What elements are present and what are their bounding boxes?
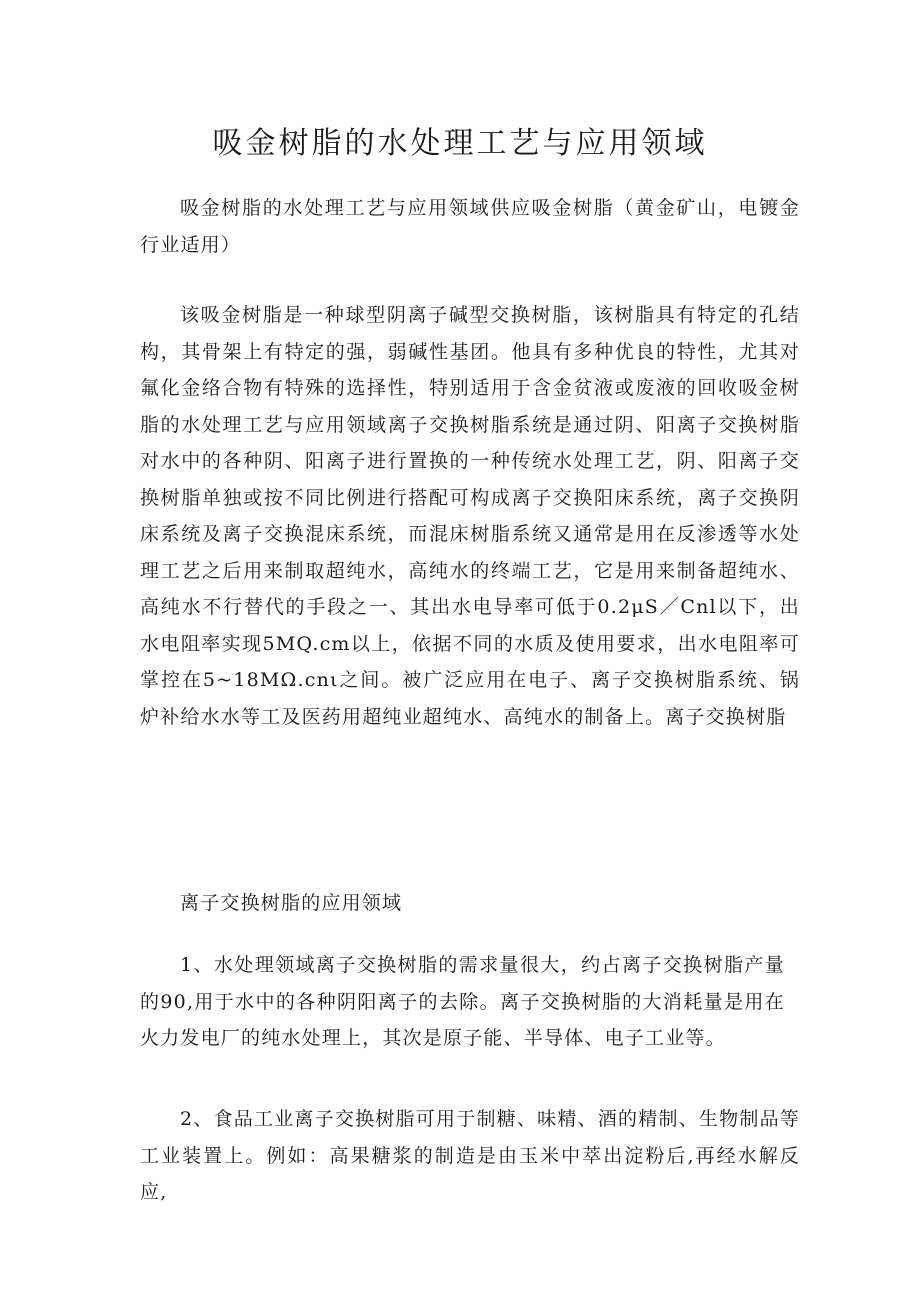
document-title: 吸金树脂的水处理工艺与应用领域 bbox=[212, 126, 708, 161]
section-heading-applications: 离子交换树脂的应用领域 bbox=[180, 892, 403, 914]
paragraph-resin-description: 该吸金树脂是一种球型阴离子碱型交换树脂，该树脂具有特定的孔结构，其骨架上有特定的强，弱碱性基团。他具有多种优良的特性，尤其对氟化金络合物有特殊的选择性，特别适用于含金贫液或废液的回收吸金树脂的水处理工艺与应用领域离子交换树脂系统是通过阴、阳离子交换树脂对水中的各种阴、阳离子进行置换的一种传统水处理工艺，阴、阳离子交换树脂单独或按不同比例进行搭配可构成离子交换阳床系统，离子交换阴床系统及离子交换混床系统，而混床树脂系统又通常是用在反渗透等水处理工艺之后用来制取超纯水，高纯水的终端工艺，它是用来制备超纯水、高纯水不行替代的手段之一、其出水电导率可低于0.2μS／Cnl以下，出水电阻率实现5MQ.cm以上，依据不同的水质及使用要求，出水电阻率可掌控在5~18MΩ.cnι之间。被广泛应用在电子、离子交换树脂系统、锅炉补给水水等工及医药用超纯业超纯水、高纯水的制备上。离子交换树脂 bbox=[140, 304, 800, 728]
paragraph-water-treatment: 1、水处理领域离子交换树脂的需求量很大，约占离子交换树脂产量的90,用于水中的各种阴阳离子的去除。离子交换树脂的大消耗量是用在火力发电厂的纯水处理上，其次是原子能、半导体、电子工业等。 bbox=[140, 954, 785, 1049]
paragraph-food-industry: 2、食品工业离子交换树脂可用于制糖、味精、酒的精制、生物制品等工业装置上。例如：高果糖浆的制造是由玉米中萃出淀粉后,再经水解反应, bbox=[140, 1108, 800, 1203]
paragraph-intro: 吸金树脂的水处理工艺与应用领域供应吸金树脂（黄金矿山，电镀金行业适用） bbox=[140, 197, 800, 256]
